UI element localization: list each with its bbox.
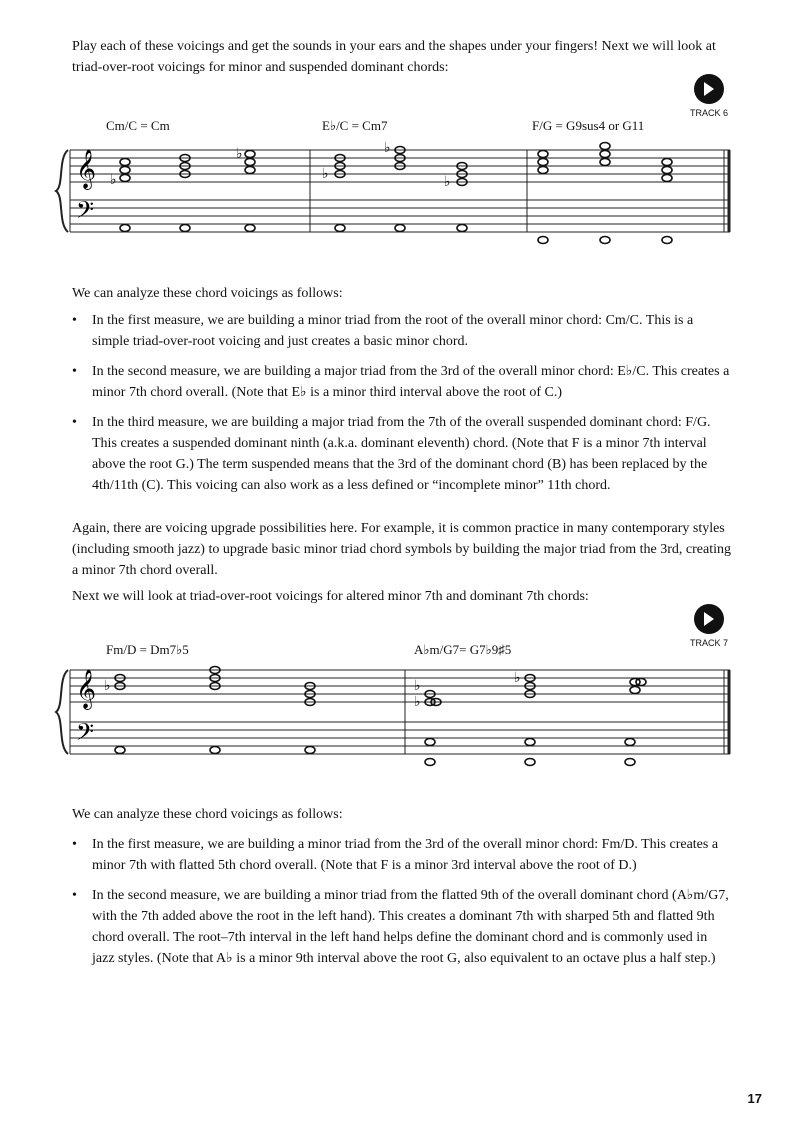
page-number: 17: [747, 1091, 762, 1106]
analysis-list-2: [72, 834, 732, 978]
bass-clef-icon: 𝄢: [76, 720, 95, 751]
notes-example-2: [115, 667, 646, 766]
analyze-heading-2: We can analyze these chord voicings as follows:: [72, 807, 343, 822]
treble-clef-icon: 𝄞: [76, 151, 97, 188]
next-paragraph: Next we will look at triad-over-root voicings for altered minor 7th and dominant 7th chords:: [72, 589, 589, 604]
bass-clef-icon: 𝄢: [76, 198, 95, 229]
chord-symbol-5: A♭m/G7= G7♭9♯5: [414, 642, 512, 657]
analyze-heading-1: We can analyze these chord voicings as follows:: [72, 286, 343, 301]
svg-text:♭: ♭: [236, 147, 243, 162]
list-item: • In the first measure, we are building a minor triad from the 3rd of the overall minor chord: Fm/D. This creates a minor 7th with flatted 5th chord overall. (Note that F is a minor 3rd interval above the root of D.): [72, 834, 732, 876]
svg-text:♭: ♭: [322, 167, 329, 182]
svg-text:♭: ♭: [384, 141, 391, 156]
svg-text:♭: ♭: [104, 679, 111, 694]
list-item: • In the second measure, we are building a major triad from the 3rd of the overall minor chord: E♭/C. This creates a minor 7th chord overall. (Note that E♭ is a minor third interval above the root of C.): [72, 361, 732, 403]
track-7-label: TRACK 7: [689, 638, 728, 648]
svg-text:♭: ♭: [414, 679, 421, 694]
svg-text:♭: ♭: [110, 173, 117, 188]
track-6-label: TRACK 6: [689, 108, 728, 118]
chord-symbol-3: F/G = G9sus4 or G11: [532, 118, 645, 133]
treble-clef-icon: 𝄞: [76, 671, 97, 708]
svg-text:♭: ♭: [444, 175, 451, 190]
chord-symbol-1: Cm/C = Cm: [106, 118, 170, 133]
list-item: • In the third measure, we are building a major triad from the 7th of the overall suspended dominant chord: F/G. This creates a suspended dominant ninth (a.k.a. dominant eleventh) chord. (Note that F is a minor 7th interval above the root G.) The term suspended means that the 3rd of the dominant chord (B) has been replaced by the 4th/11th (C). This voicing can also work as a less defined or “incomplete minor” 11th chord.: [72, 412, 732, 496]
list-item: • In the second measure, we are building a minor triad from the flatted 9th of the overall dominant chord (A♭m/G7, with the 7th added above the root in the left hand). This creates a dominant 7th with sharped 5th and flatted 9th chord overall. The root–7th interval in the left hand helps define the dominant chord and is commonly used in jazz styles. (Note that A♭ is a minor 9th interval above the root G, also equivalent to an octave plus a half step.): [72, 885, 732, 969]
chord-symbol-4: Fm/D = Dm7♭5: [106, 642, 189, 657]
chord-symbol-2: E♭/C = Cm7: [322, 118, 388, 133]
intro-paragraph: Play each of these voicings and get the sounds in your ears and the shapes under your fingers! Next we will look at triad-over-root voicings for minor and suspended dominant chords:: [72, 39, 716, 75]
svg-text:♭: ♭: [414, 695, 421, 710]
upgrade-paragraph: Again, there are voicing upgrade possibilities here. For example, it is common practice in many contemporary styles (including smooth jazz) to upgrade basic minor triad chord symbols by building the major triad from the 3rd, creating a minor 7th chord overall.: [72, 521, 732, 578]
list-item: • In the first measure, we are building a minor triad from the root of the overall minor chord: Cm/C. This is a simple triad-over-root voicing and just creates a basic minor chord.: [72, 310, 732, 352]
svg-text:♭: ♭: [514, 671, 521, 686]
